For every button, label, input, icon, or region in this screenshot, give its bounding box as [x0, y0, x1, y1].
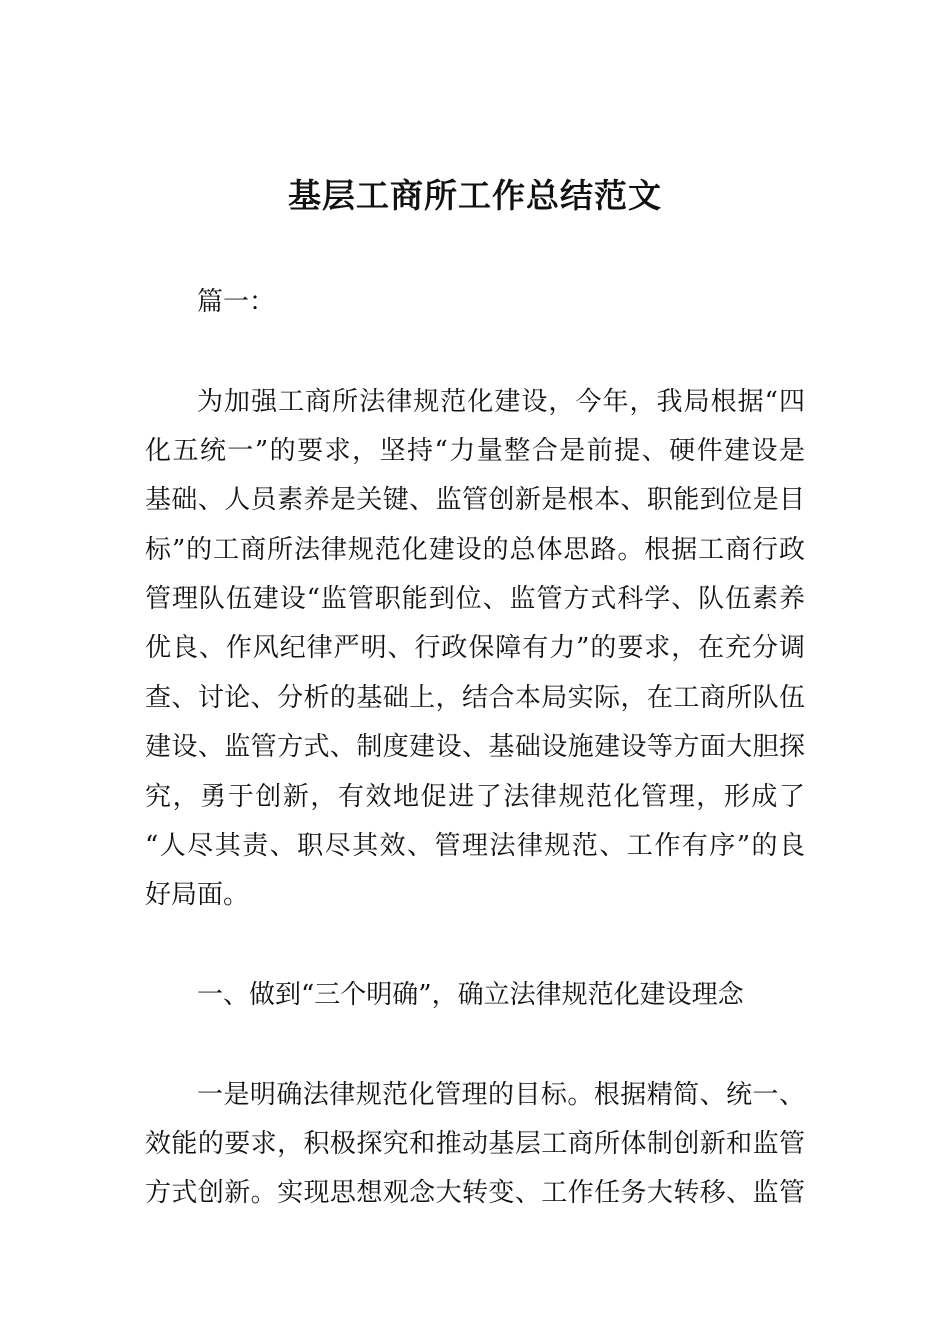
paragraph-line: 为加强工商所法律规范化建设，今年，我局根据“四 — [197, 387, 805, 417]
paragraph-line: 查、讨论、分析的基础上，结合本局实际，在工商所队伍 — [145, 683, 805, 713]
paragraph-line: 基础、人员素养是关键、监管创新是根本、职能到位是目 — [145, 485, 805, 515]
paragraph-line: 标”的工商所法律规范化建设的总体思路。根据工商行政 — [145, 535, 805, 565]
section-heading: 一、做到“三个明确”，确立法律规范化建设理念 — [197, 980, 744, 1010]
paragraph-line: 化五统一”的要求，坚持“力量整合是前提、硬件建设是 — [145, 436, 805, 466]
paragraph-line: 管理队伍建设“监管职能到位、监管方式科学、队伍素养 — [145, 584, 805, 614]
section-label: 篇一： — [197, 287, 276, 317]
document-title: 基层工商所工作总结范文 — [288, 176, 662, 215]
paragraph-line: 方式创新。实现思想观念大转变、工作任务大转移、监管 — [145, 1178, 805, 1208]
paragraph-line: 究，勇于创新，有效地促进了法律规范化管理，形成了 — [145, 782, 805, 812]
paragraph-line: 建设、监管方式、制度建设、基础设施建设等方面大胆探 — [145, 732, 805, 762]
paragraph-line: 优良、作风纪律严明、行政保障有力”的要求，在充分调 — [145, 633, 805, 663]
paragraph-line: 好局面。 — [145, 880, 250, 910]
paragraph-line: “人尽其责、职尽其效、管理法律规范、工作有序”的良 — [145, 831, 805, 861]
paragraph-line: 一是明确法律规范化管理的目标。根据精简、统一、 — [197, 1080, 805, 1110]
paragraph-line: 效能的要求，积极探究和推动基层工商所体制创新和监管 — [145, 1129, 805, 1159]
